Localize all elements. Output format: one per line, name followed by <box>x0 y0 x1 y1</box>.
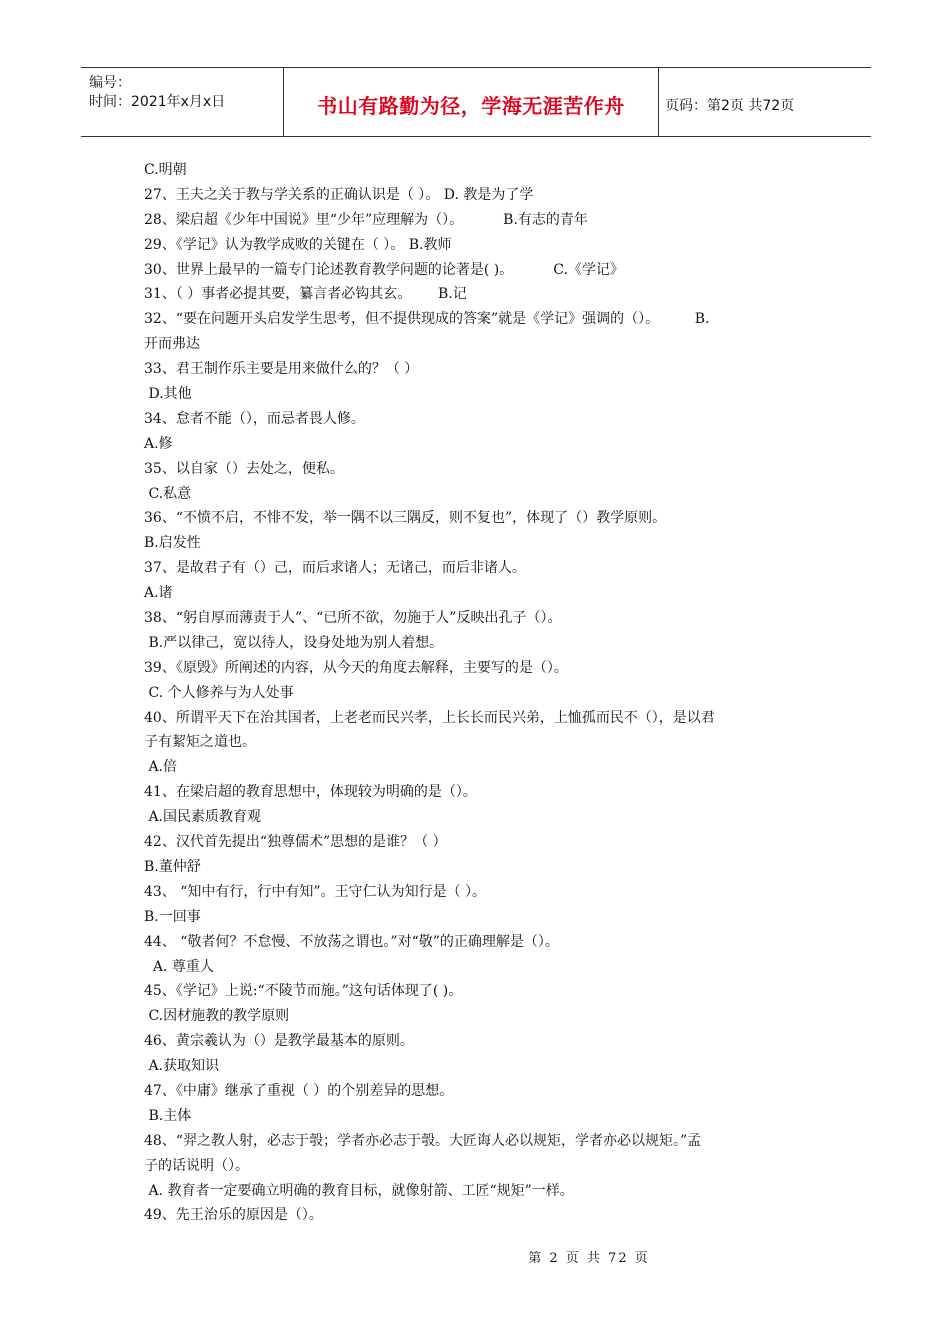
header-motto-cell <box>284 68 659 136</box>
text-line: A. 尊重人 <box>144 958 214 975</box>
text-line: C. 个人修养与为人处事 <box>144 684 294 701</box>
text-line: 28、梁启超《少年中国说》里“少年”应理解为（）。 B.有志的青年 <box>144 211 588 228</box>
text-line: 35、以自家（）去处之，便私。 <box>144 460 344 477</box>
header-page-cell <box>659 68 871 136</box>
text-line: 38、“躬自厚而薄责于人”、“已所不欲，勿施于人”反映出孔子（）。 <box>144 610 562 627</box>
time-label: 时间：2021年x月x日 <box>89 94 226 110</box>
text-line: 40、所谓平天下在治其国者，上老老而民兴孝，上长长而民兴弟，上恤孤而民不（），是以君 <box>144 709 715 726</box>
text-line: 39、《原毁》所阐述的内容，从今天的角度去解释，主要写的是（）。 <box>144 659 568 676</box>
page-info: 页码：第2页 共72页 <box>665 98 795 114</box>
text-line: B.董仲舒 <box>144 858 201 875</box>
text-line: 46、黄宗羲认为（）是教学最基本的原则。 <box>144 1033 414 1050</box>
text-line: 47、《中庸》继承了重视（ ）的个别差异的思想。 <box>144 1082 454 1099</box>
text-line: C.私意 <box>144 485 192 502</box>
text-line: B.严以律己，宽以待人，设身处地为别人着想。 <box>144 634 444 651</box>
text-line: 36、“不愤不启，不悱不发，举一隅不以三隅反，则不复也”，体现了（）教学原则。 <box>144 510 667 527</box>
text-line: A.国民素质教育观 <box>144 809 262 826</box>
number-label: 编号： <box>89 75 131 91</box>
text-line: 子的话说明（）。 <box>144 1157 249 1174</box>
text-line: 41、在梁启超的教育思想中，体现较为明确的是（）。 <box>144 784 477 801</box>
text-line: 30、世界上最早的一篇专门论述教育教学问题的论著是( )。 C.《学记》 <box>144 261 624 278</box>
text-line: 37、是故君子有（）己，而后求诸人；无诸己，而后非诸人。 <box>144 560 526 577</box>
text-line: 34、怠者不能（），而忌者畏人修。 <box>144 410 365 427</box>
text-line: 45、《学记》上说:“不陵节而施。”这句话体现了( )。 <box>144 983 463 1000</box>
header-info-cell <box>81 68 284 136</box>
text-line: B.一回事 <box>144 908 201 925</box>
page-footer <box>0 1247 950 1266</box>
text-line: 33、君王制作乐主要是用来做什么的？（ ） <box>144 361 419 378</box>
text-line: D.其他 <box>144 386 192 403</box>
text-line: A.获取知识 <box>144 1058 220 1075</box>
text-line: 44、 “敬者何？不怠慢、不放荡之谓也。”对“敬”的正确理解是（）。 <box>144 933 559 950</box>
text-line: 49、先王治乐的原因是（）。 <box>144 1207 323 1224</box>
text-line: 48、“羿之教人射，必志于彀；学者亦必志于彀。大匠诲人必以规矩，学者亦必以规矩。”孟 <box>144 1132 702 1149</box>
text-line: B.启发性 <box>144 535 201 552</box>
text-line: A.倍 <box>144 759 178 776</box>
text-line: 29、《学记》认为教学成败的关键在（ ）。 B.教师 <box>144 236 452 253</box>
text-line: C.明朝 <box>144 162 187 178</box>
text-line: A.修 <box>144 435 173 452</box>
page-header <box>81 67 871 137</box>
text-line: 31、（ ）事者必提其要，纂言者必钩其玄。 B.记 <box>144 286 467 303</box>
text-line: A. 教育者一定要确立明确的教育目标，就像射箭、工匠“规矩”一样。 <box>144 1182 574 1199</box>
text-line: B.主体 <box>144 1107 192 1124</box>
text-line: 42、汉代首先提出“独尊儒术”思想的是谁？（ ） <box>144 834 447 851</box>
footer-page-number: 第 2 页 共 72 页 <box>528 1251 650 1266</box>
motto-text: 书山有路勤为径，学海无涯苦作舟 <box>317 94 625 118</box>
text-line: 开而弗达 <box>144 336 200 353</box>
text-line: A.诸 <box>144 585 173 602</box>
document-body <box>144 158 814 1228</box>
text-line: C.因材施教的教学原则 <box>144 1008 290 1025</box>
text-line: 27、王夫之关于教与学关系的正确认识是（ ）。 D. 教是为了学 <box>144 186 534 203</box>
text-line: 32、“要在问题开头启发学生思考，但不提供现成的答案”就是《学记》强调的（）。 B. <box>144 311 710 328</box>
text-line: 子有絜矩之道也。 <box>144 734 256 751</box>
text-line: 43、 “知中有行，行中有知”。王守仁认为知行是（ ）。 <box>144 883 487 900</box>
